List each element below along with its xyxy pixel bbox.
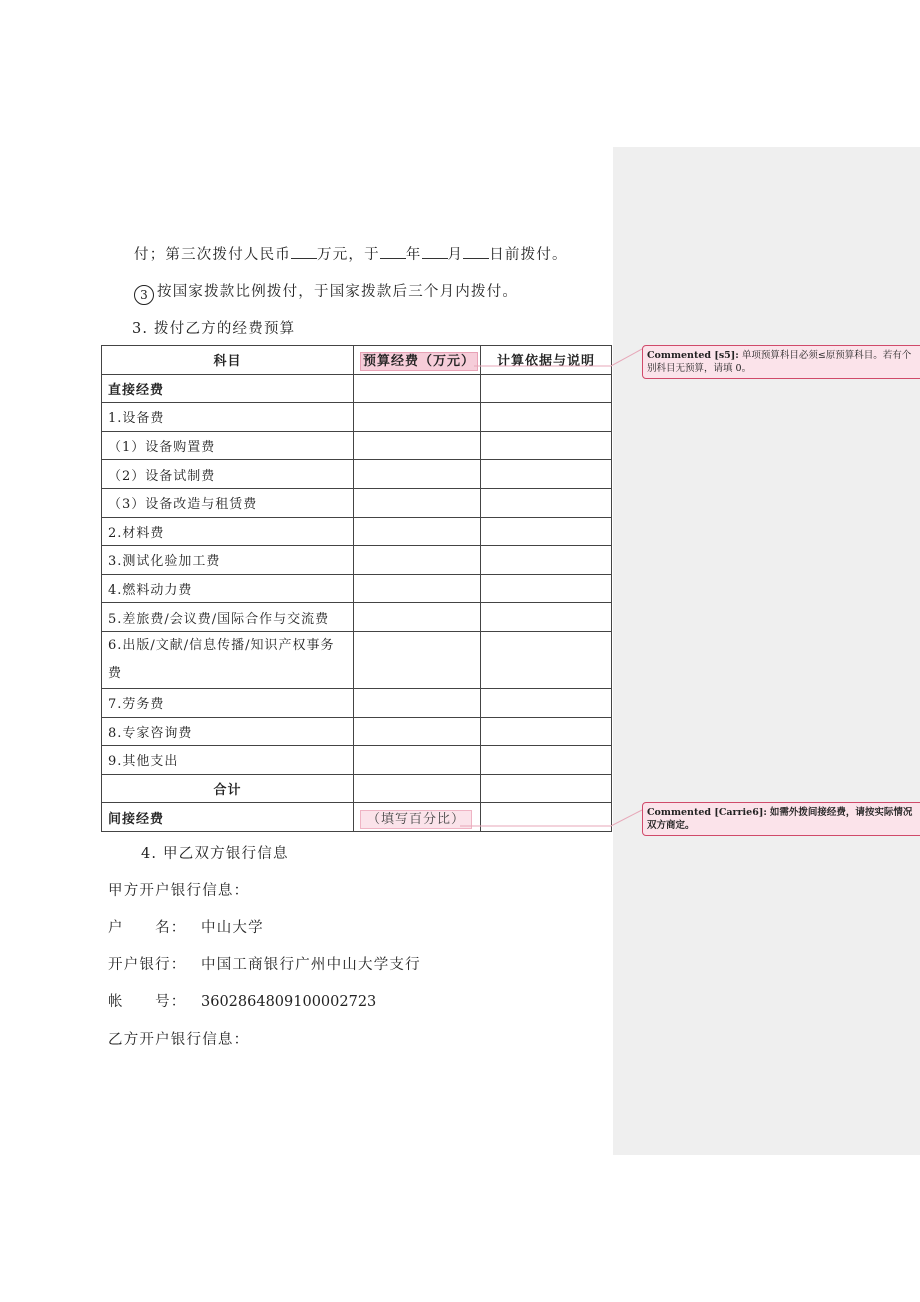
row-item-cell: （2）设备试制费 (102, 460, 354, 489)
header-basis: 计算依据与说明 (481, 346, 612, 375)
option-3-paragraph: 3 按国家拨款比例拨付，于国家拨款后三个月内拨付。 (134, 280, 518, 305)
circled-number-icon: 3 (134, 285, 154, 305)
section-4-heading: 4. 甲乙双方银行信息 (141, 846, 289, 862)
row-item-cell: 合计 (102, 774, 354, 803)
party-a-bank-heading: 甲方开户银行信息： (108, 883, 250, 899)
header-item: 科目 (102, 346, 354, 375)
row-item-cell: 2.材料费 (102, 517, 354, 546)
comment-balloon-1[interactable] (642, 345, 920, 379)
bank-label: 开户银行： (108, 957, 187, 973)
row-item-cell: （1）设备购置费 (102, 431, 354, 460)
comment-text-2: 如需外拨间接经费，请按实际情况双方商定。 (647, 807, 913, 831)
budget-percent-highlight[interactable]: （填写百分比） (360, 810, 472, 829)
row-item-cell: 4.燃料动力费 (102, 574, 354, 603)
row-item-cell: 间接经费 (102, 803, 354, 832)
row-item-cell: 6.出版/文献/信息传播/知识产权事务费 (102, 631, 354, 688)
account-name-value: 中山大学 (201, 920, 264, 936)
row-item-cell: （3）设备改造与租赁费 (102, 488, 354, 517)
row-item-cell: 3.测试化验加工费 (102, 546, 354, 575)
row-item-cell: 直接经费 (102, 374, 354, 403)
row-item-cell: 7.劳务费 (102, 688, 354, 717)
section-3-heading: 3. 拨付乙方的经费预算 (132, 321, 296, 337)
bank-value: 中国工商银行广州中山大学支行 (201, 957, 421, 973)
comment-leader-2 (460, 810, 642, 826)
comment-balloon-2[interactable] (642, 802, 920, 836)
comment-text-1: 单项预算科目必须≤原预算科目。若有个别科目无预算，请填 0。 (647, 350, 912, 374)
row-item-cell: 5.差旅费/会议费/国际合作与交流费 (102, 603, 354, 632)
budget-header-highlight[interactable]: 预算经费（万元） (360, 352, 478, 371)
comment-author-2: Commented [Carrie6]: (647, 807, 767, 818)
row-item-cell: 8.专家咨询费 (102, 717, 354, 746)
row-item-cell: 1.设备费 (102, 403, 354, 432)
third-payment-paragraph: 付；第三次拨付人民币 万元，于 年 月 日前拨付。 (134, 247, 568, 263)
comment-author-1: Commented [s5]: (647, 350, 739, 361)
account-number-label: 帐 号： (108, 994, 187, 1010)
comment-leader-1 (474, 349, 642, 366)
party-b-bank-heading: 乙方开户银行信息： (108, 1032, 250, 1048)
row-item-cell: 9.其他支出 (102, 746, 354, 775)
account-name-label: 户 名： (108, 920, 187, 936)
account-number-value: 3602864809100002723 (201, 994, 377, 1010)
